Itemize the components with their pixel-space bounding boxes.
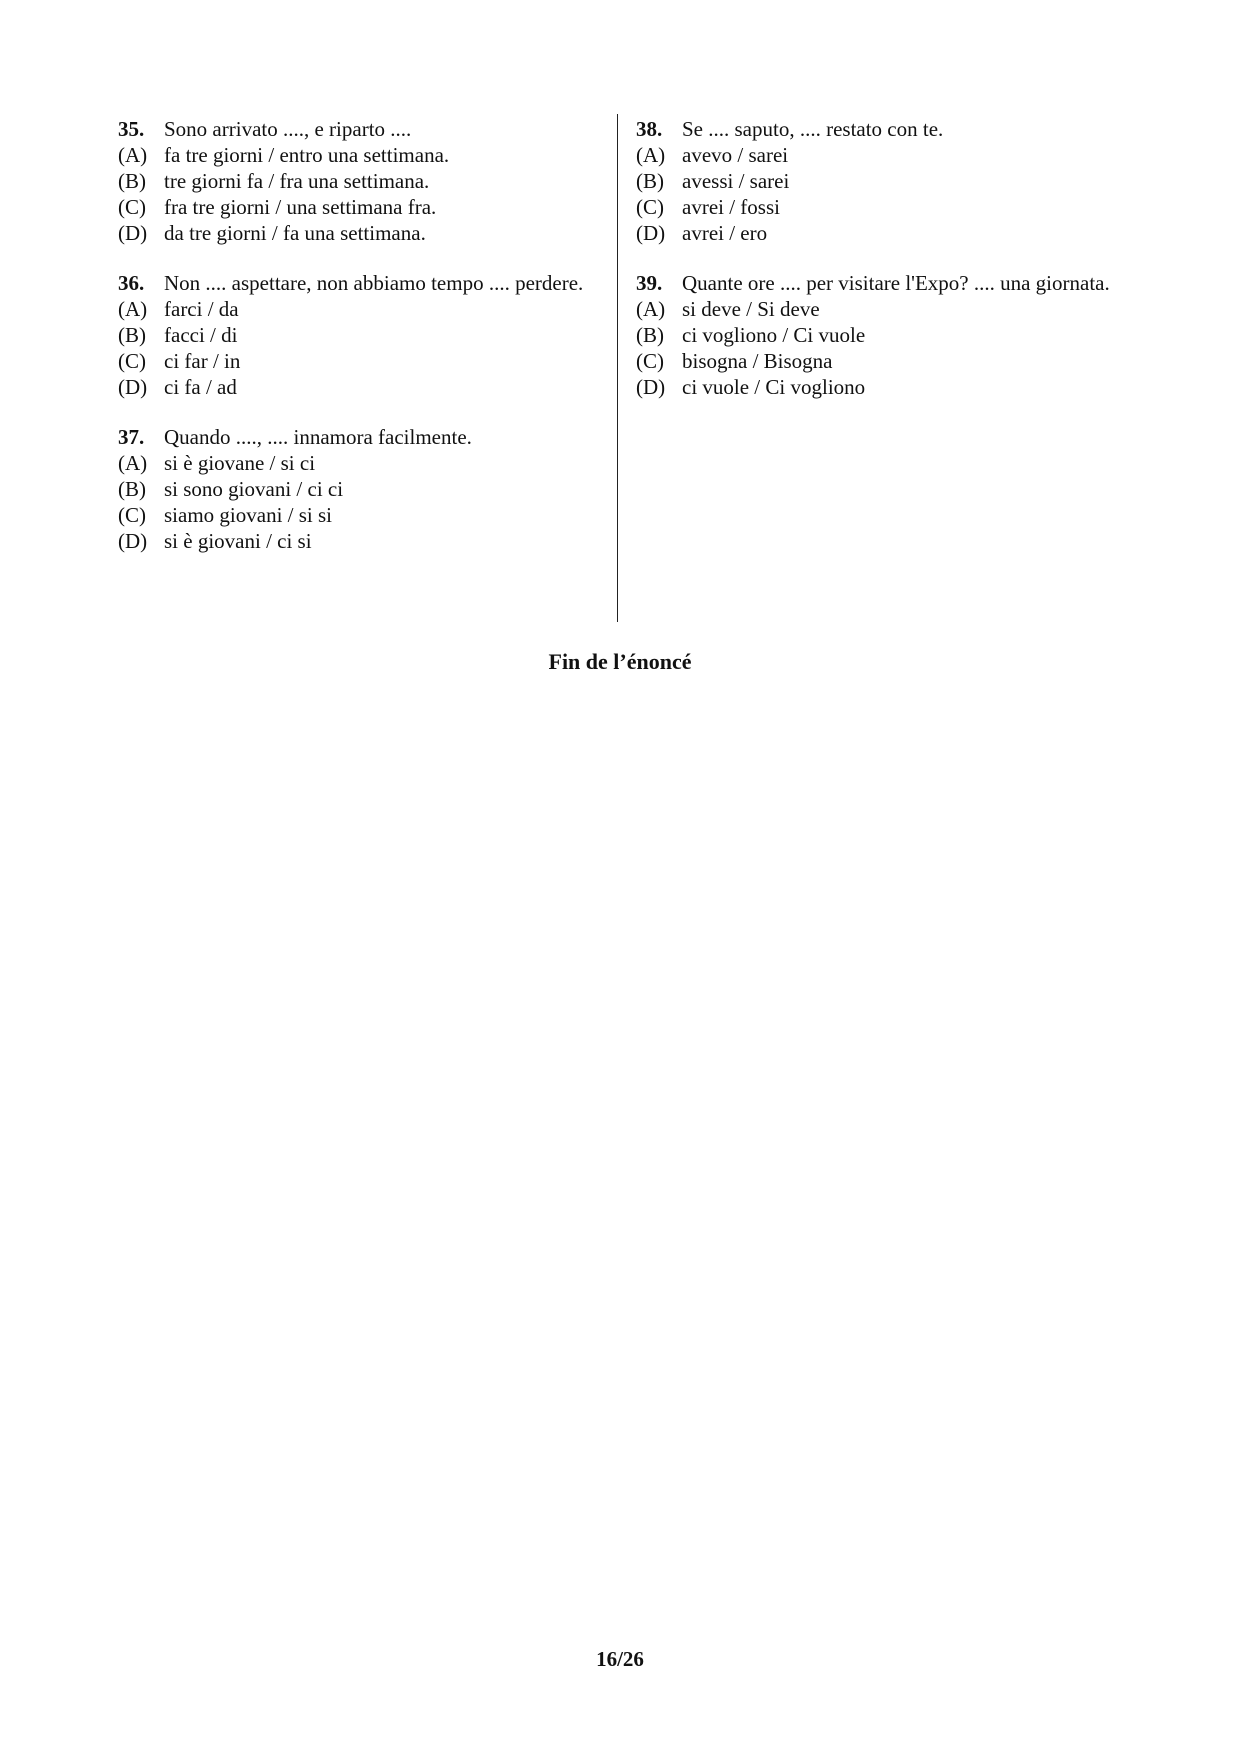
option-letter: (C) (118, 195, 146, 219)
option-letter: (D) (118, 375, 148, 399)
question-36 (118, 270, 594, 400)
question-number: 35. (118, 117, 145, 141)
option-text: fa tre giorni / entro una settimana. (164, 143, 450, 167)
column-divider (617, 114, 618, 622)
question-37 (118, 424, 594, 554)
option-letter: (A) (118, 143, 148, 167)
option-text: si sono giovani / ci ci (164, 477, 344, 501)
option-a (118, 296, 594, 322)
option-letter: (D) (118, 221, 148, 245)
option-b (118, 168, 594, 194)
option-text: fra tre giorni / una settimana fra. (164, 195, 437, 219)
questions-area (0, 0, 1240, 620)
option-a (118, 450, 594, 476)
option-letter: (B) (118, 169, 146, 193)
question-35 (118, 116, 594, 246)
option-letter: (B) (118, 323, 146, 347)
question-text: Se .... saputo, .... restato con te. (682, 117, 944, 141)
option-text: avrei / ero (682, 221, 768, 245)
option-text: tre giorni fa / fra una settimana. (164, 169, 430, 193)
option-letter: (A) (636, 143, 666, 167)
option-b (636, 168, 1118, 194)
option-c (118, 502, 594, 528)
page-number: 16/26 (596, 1647, 644, 1671)
option-text: ci vogliono / Ci vuole (682, 323, 866, 347)
option-d (636, 220, 1118, 246)
end-of-statement-heading: Fin de l’énoncé (548, 649, 692, 674)
right-column (636, 116, 1118, 424)
option-text: ci vuole / Ci vogliono (682, 375, 866, 399)
option-letter: (D) (118, 529, 148, 553)
question-number: 39. (636, 271, 663, 295)
option-b (118, 322, 594, 348)
question-38 (636, 116, 1118, 246)
option-text: si è giovani / ci si (164, 529, 312, 553)
option-text: ci fa / ad (164, 375, 237, 399)
option-letter: (C) (118, 349, 146, 373)
option-a (636, 296, 1118, 322)
option-letter: (C) (636, 195, 664, 219)
option-letter: (A) (118, 297, 148, 321)
option-c (636, 348, 1118, 374)
option-text: avrei / fossi (682, 195, 780, 219)
option-letter: (C) (118, 503, 146, 527)
option-letter: (B) (636, 323, 664, 347)
option-d (118, 220, 594, 246)
option-text: facci / di (164, 323, 238, 347)
question-number: 36. (118, 271, 145, 295)
option-letter: (D) (636, 375, 666, 399)
question-number: 38. (636, 117, 663, 141)
question-text: Quante ore .... per visitare l'Expo? .... una giornata. (682, 271, 1110, 295)
option-a (636, 142, 1118, 168)
option-text: si è giovane / si ci (164, 451, 316, 475)
option-d (118, 374, 594, 400)
option-text: siamo giovani / si si (164, 503, 332, 527)
question-text: Sono arrivato ...., e riparto .... (164, 117, 412, 141)
option-text: avevo / sarei (682, 143, 789, 167)
option-letter: (B) (636, 169, 664, 193)
option-text: da tre giorni / fa una settimana. (164, 221, 426, 245)
question-text: Quando ...., .... innamora facilmente. (164, 425, 472, 449)
option-text: ci far / in (164, 349, 241, 373)
option-letter: (A) (118, 451, 148, 475)
option-c (118, 348, 594, 374)
question-text: Non .... aspettare, non abbiamo tempo .... perdere. (164, 271, 584, 295)
option-b (118, 476, 594, 502)
option-letter: (B) (118, 477, 146, 501)
option-a (118, 142, 594, 168)
option-text: avessi / sarei (682, 169, 790, 193)
option-letter: (A) (636, 297, 666, 321)
left-column (118, 116, 594, 578)
option-c (118, 194, 594, 220)
option-d (636, 374, 1118, 400)
option-text: si deve / Si deve (682, 297, 820, 321)
option-text: farci / da (164, 297, 239, 321)
question-number: 37. (118, 425, 145, 449)
option-text: bisogna / Bisogna (682, 349, 833, 373)
option-d (118, 528, 594, 554)
option-b (636, 322, 1118, 348)
option-letter: (D) (636, 221, 666, 245)
option-letter: (C) (636, 349, 664, 373)
option-c (636, 194, 1118, 220)
question-39 (636, 270, 1118, 400)
